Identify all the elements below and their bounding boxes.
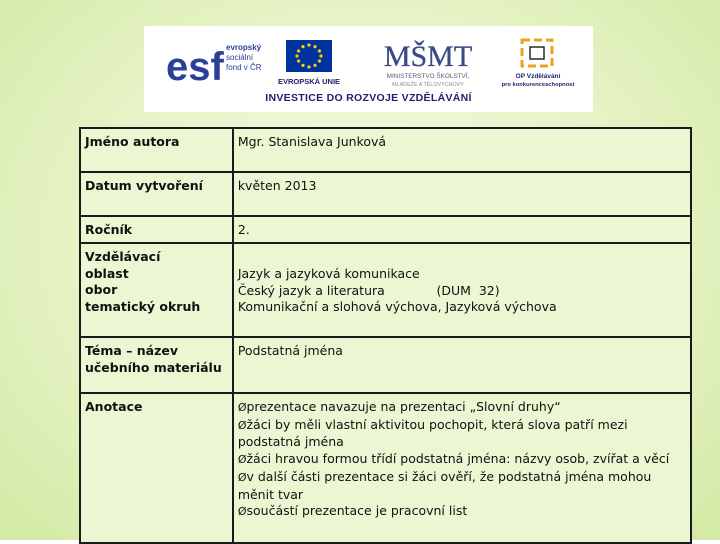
op-line1: OP Vzdělávání (515, 73, 561, 80)
date-value: květen 2013 (237, 178, 317, 193)
label-cell (80, 216, 233, 243)
author-label: Jméno autora (85, 134, 180, 149)
list-item (238, 451, 686, 469)
table-row (80, 393, 691, 543)
table-row (80, 337, 691, 393)
area-value-line: Komunikační a slohová výchova, Jazyková výchova (237, 299, 557, 315)
label-cell (80, 172, 233, 216)
esf-line2: sociální (226, 53, 254, 62)
topic-label-line: Téma – název (85, 343, 178, 358)
area-label-line: obor (85, 282, 118, 298)
table-row (80, 243, 691, 337)
annotation-text: v další části prezentace si žáci ověří, že podstatná jména mohou měnit tvar (237, 468, 652, 502)
msmt-mark: MŠMT (383, 40, 473, 73)
date-label: Datum vytvoření (85, 178, 203, 193)
table-row (80, 216, 691, 243)
list-item (238, 503, 686, 521)
grade-label: Ročník (85, 222, 133, 237)
msmt-logo (369, 32, 487, 96)
esf-logo (164, 36, 262, 96)
bullet-arrow-icon: Ø (237, 453, 247, 467)
value-cell (233, 243, 691, 337)
bullet-arrow-icon: Ø (237, 418, 247, 432)
value-cell (233, 172, 691, 216)
area-label-line: oblast (85, 265, 129, 281)
value-cell (233, 128, 691, 172)
bullet-arrow-icon: Ø (237, 470, 247, 484)
table-row (80, 128, 691, 172)
area-value-line: Český jazyk a literatura (DUM 32) (237, 282, 500, 298)
value-cell (233, 216, 691, 243)
label-cell (80, 128, 233, 172)
banner-slogan: INVESTICE DO ROZVOJE VZDĚLÁVÁNÍ (265, 92, 472, 104)
bullet-arrow-icon: Ø (237, 401, 247, 414)
annotation-text: žáci hravou formou třídí podstatná jména: názvy osob, zvířat a věcí (246, 451, 670, 467)
op-frame-icon (522, 40, 552, 66)
label-cell (80, 393, 233, 543)
esf-mark: esf (166, 45, 224, 89)
msmt-line2: MLÁDEŽE A TĚLOVÝCHOVY (392, 82, 464, 88)
annotation-text: prezentace navazuje na prezentaci „Slovní druhy“ (246, 399, 561, 414)
grade-value: 2. (237, 222, 250, 237)
logo-banner (144, 26, 593, 112)
area-label-line: tematický okruh (85, 299, 201, 315)
topic-value: Podstatná jména (237, 343, 343, 358)
esf-line1: evropský (226, 43, 262, 52)
bullet-arrow-icon: Ø (237, 505, 247, 519)
annotation-label: Anotace (85, 399, 143, 414)
area-label-line: Vzdělávací (85, 249, 161, 264)
info-table (79, 127, 692, 544)
area-value-line: Jazyk a jazyková komunikace (237, 266, 420, 281)
eu-caption: EVROPSKÁ UNIE (277, 77, 341, 86)
value-cell (233, 393, 691, 543)
value-cell (233, 337, 691, 393)
label-cell (80, 337, 233, 393)
op-line2: pro konkurenceschopnost (501, 82, 575, 88)
msmt-line1: MINISTERSTVO ŠKOLSTVÍ, (386, 73, 470, 80)
eu-logo (264, 36, 354, 96)
list-item (238, 469, 686, 503)
annotation-text: žáci by měli vlastní aktivitou pochopit, která slova patří mezi podstatná jména (237, 416, 628, 450)
list-item (238, 399, 686, 417)
annotation-text: součástí prezentace je pracovní list (246, 503, 468, 519)
esf-line3: fond v ČR (226, 63, 262, 72)
op-logo (492, 34, 584, 96)
label-cell (80, 243, 233, 337)
topic-label-line: učebního materiálu (85, 359, 222, 375)
author-value: Mgr. Stanislava Junková (237, 134, 387, 149)
table-row (80, 172, 691, 216)
list-item (238, 417, 686, 451)
